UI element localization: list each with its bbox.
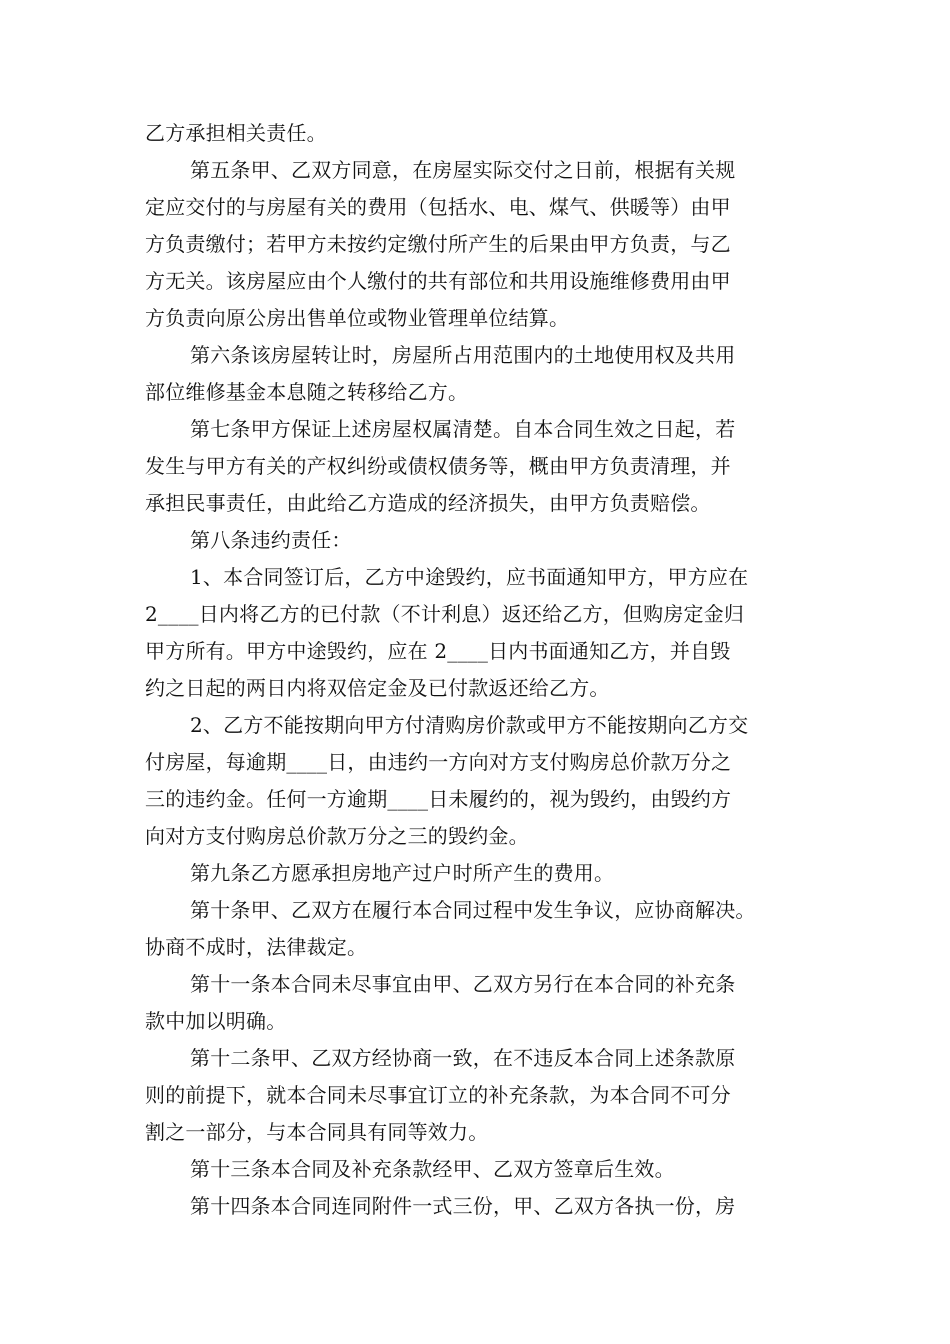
text-line: 付房屋，每逾期____日，由违约一方向对方支付购房总价款万分之 — [145, 750, 732, 774]
text-line: 第九条乙方愿承担房地产过户时所产生的费用。 — [190, 861, 615, 885]
text-line: 向对方支付购房总价款万分之三的毁约金。 — [145, 824, 529, 848]
text-line: 割之一部分，与本合同具有同等效力。 — [145, 1120, 489, 1144]
text-line: 方无关。该房屋应由个人缴付的共有部位和共用设施维修费用由甲 — [145, 269, 731, 293]
text-line: 方负责缴付；若甲方未按约定缴付所产生的后果由甲方负责，与乙 — [145, 232, 731, 256]
text-line: 承担民事责任，由此给乙方造成的经济损失，由甲方负责赔偿。 — [145, 491, 711, 515]
text-line: 2____日内将乙方的已付款（不计利息）返还给乙方，但购房定金归 — [145, 602, 745, 626]
contract-text — [145, 115, 810, 1225]
text-line: 2、乙方不能按期向甲方付清购房价款或甲方不能按期向乙方交 — [190, 713, 749, 737]
text-line: 发生与甲方有关的产权纠纷或债权债务等，概由甲方负责清理，并 — [145, 454, 731, 478]
text-line: 第十四条本合同连同附件一式三份，甲、乙双方各执一份，房 — [190, 1194, 736, 1218]
text-line: 协商不成时，法律裁定。 — [145, 935, 368, 959]
text-line: 甲方所有。甲方中途毁约，应在 2____日内书面通知乙方，并自毁 — [145, 639, 731, 663]
text-line: 方负责向原公房出售单位或物业管理单位结算。 — [145, 306, 570, 330]
text-line: 第十二条甲、乙双方经协商一致，在不违反本合同上述条款原 — [190, 1046, 736, 1070]
text-line: 则的前提下，就本合同未尽事宜订立的补充条款，为本合同不可分 — [145, 1083, 731, 1107]
text-line: 第十条甲、乙双方在履行本合同过程中发生争议，应协商解决。 — [190, 898, 756, 922]
text-line: 第六条该房屋转让时，房屋所占用范围内的土地使用权及共用 — [190, 343, 736, 367]
text-line: 约之日起的两日内将双倍定金及已付款返还给乙方。 — [145, 676, 610, 700]
text-line: 款中加以明确。 — [145, 1009, 287, 1033]
text-line: 第十三条本合同及补充条款经甲、乙双方签章后生效。 — [190, 1157, 675, 1181]
text-line: 1、本合同签订后，乙方中途毁约，应书面通知甲方，甲方应在 — [190, 565, 749, 589]
text-line: 第八条违约责任： — [190, 528, 352, 552]
text-line: 第十一条本合同未尽事宜由甲、乙双方另行在本合同的补充条 — [190, 972, 736, 996]
text-line: 乙方承担相关责任。 — [145, 121, 327, 145]
text-line: 部位维修基金本息随之转移给乙方。 — [145, 380, 469, 404]
text-line: 定应交付的与房屋有关的费用（包括水、电、煤气、供暖等）由甲 — [145, 195, 731, 219]
text-line: 第五条甲、乙双方同意，在房屋实际交付之日前，根据有关规 — [190, 158, 736, 182]
text-line: 第七条甲方保证上述房屋权属清楚。自本合同生效之日起，若 — [190, 417, 736, 441]
text-line: 三的违约金。任何一方逾期____日未履约的，视为毁约，由毁约方 — [145, 787, 732, 811]
